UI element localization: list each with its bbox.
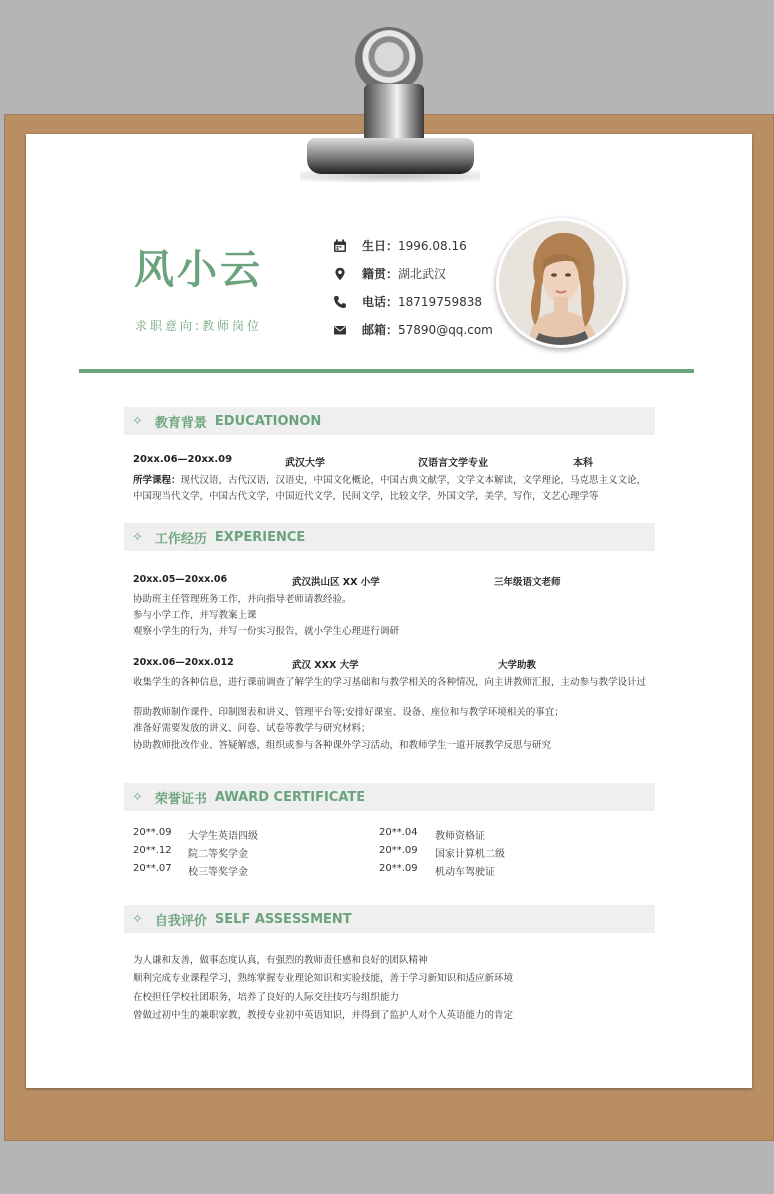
award-date: 20**.09: [379, 845, 418, 856]
award-date: 20**.04: [379, 827, 418, 838]
education-school: 武汉大学: [285, 458, 325, 469]
award-name: 大学生英语四级: [188, 831, 258, 842]
award-name: 机动车驾驶证: [435, 867, 495, 878]
award-date: 20**.09: [379, 863, 418, 874]
job2-org: 武汉 XXX 大学: [292, 660, 359, 671]
contact-email: 邮箱： 57890@qq.com: [333, 321, 493, 338]
job2-line: 协助教师批改作业、答疑解惑，组织或参与各种课外学习活动，和教师学生一道开展教学反思与研究: [133, 740, 552, 751]
section-self-header: ✧ 自我评价 SELF ASSESSMENT: [124, 905, 655, 933]
sparkle-icon: ✧: [132, 911, 143, 927]
job1-role: 三年级语文老师: [494, 577, 561, 588]
header-divider: [79, 369, 694, 373]
self-line: 在校担任学校社团职务，培养了良好的人际交往技巧与组织能力: [133, 992, 400, 1003]
phone-icon: [333, 295, 347, 309]
calendar-icon: [333, 239, 347, 253]
education-period: 20xx.06—20xx.09: [133, 454, 233, 465]
job-intent: 求职意向:教师岗位: [135, 319, 263, 333]
self-line: 顺利完成专业课程学习，熟练掌握专业理论知识和实验技能，善于学习新知识和适应新环境: [133, 973, 514, 984]
section-education-header: ✧ 教育背景 EDUCATIONON: [124, 407, 655, 435]
job2-line: 准备好需要发放的讲义、问卷、试卷等教学与研究材料；: [133, 723, 371, 734]
candidate-name: 风小云: [134, 247, 263, 293]
job2-role: 大学助教: [498, 660, 537, 671]
award-date: 20**.12: [133, 845, 172, 856]
section-experience-header: ✧ 工作经历 EXPERIENCE: [124, 523, 655, 551]
job2-period: 20xx.06—20xx.012: [133, 657, 234, 668]
sparkle-icon: ✧: [132, 789, 143, 805]
education-degree: 本科: [573, 458, 593, 469]
portrait-photo: [499, 221, 623, 345]
job1-line: 参与小学工作，并写教案上课: [133, 610, 257, 621]
section-awards-header: ✧ 荣誉证书 AWARD CERTIFICATE: [124, 783, 655, 811]
award-name: 院二等奖学金: [188, 849, 248, 860]
clip-post: [364, 84, 424, 144]
award-name: 国家计算机二级: [435, 849, 505, 860]
sparkle-icon: ✧: [132, 529, 143, 545]
mail-icon: [333, 323, 347, 337]
contact-birthday: 生日： 1996.08.16: [333, 237, 467, 254]
award-date: 20**.09: [133, 827, 172, 838]
avatar: [496, 218, 626, 348]
job2-line: 收集学生的各种信息，进行课前调查了解学生的学习基础和与教学相关的各种情况，向主讲教师汇报，主动参与教学设计过: [133, 677, 647, 688]
job1-period: 20xx.05—20xx.06: [133, 574, 228, 585]
job1-line: 观察小学生的行为，并写一份实习报告，就小学生心理进行调研: [133, 626, 400, 637]
job1-org: 武汉洪山区 XX 小学: [292, 577, 380, 588]
award-name: 教师资格证: [435, 831, 485, 842]
award-date: 20**.07: [133, 863, 172, 874]
sparkle-icon: ✧: [132, 413, 143, 429]
self-line: 曾做过初中生的兼职家教，教授专业初中英语知识，并得到了监护人对个人英语能力的肯定: [133, 1010, 514, 1021]
education-courses-line2: 中国现当代文学，中国古代文学，中国近代文学，民间文学，比较文学，外国文学，美学，写作，文艺心理学等: [133, 491, 599, 502]
award-name: 校三等奖学金: [188, 867, 248, 878]
education-major: 汉语言文学专业: [418, 458, 488, 469]
self-line: 为人谦和友善，做事态度认真，有强烈的教师责任感和良好的团队精神: [133, 955, 428, 966]
education-courses-line1: 所学课程：现代汉语，古代汉语，汉语史，中国文化概论，中国古典文献学，文学文本解读，文学理论，马克思主义文论，: [133, 475, 647, 486]
binder-clip: [307, 138, 474, 174]
contact-phone: 电话： 18719759838: [333, 293, 482, 310]
contact-hometown: 籍贯： 湖北武汉: [333, 265, 446, 282]
job2-line: 帮助教师制作课件、印制图表和讲义、管理平台等;安排好课室、设备、座位和与教学环境相关的事宜；: [133, 707, 564, 718]
job1-line: 协助班主任管理班务工作，并向指导老师请教经验。: [133, 594, 352, 605]
location-pin-icon: [333, 267, 347, 281]
